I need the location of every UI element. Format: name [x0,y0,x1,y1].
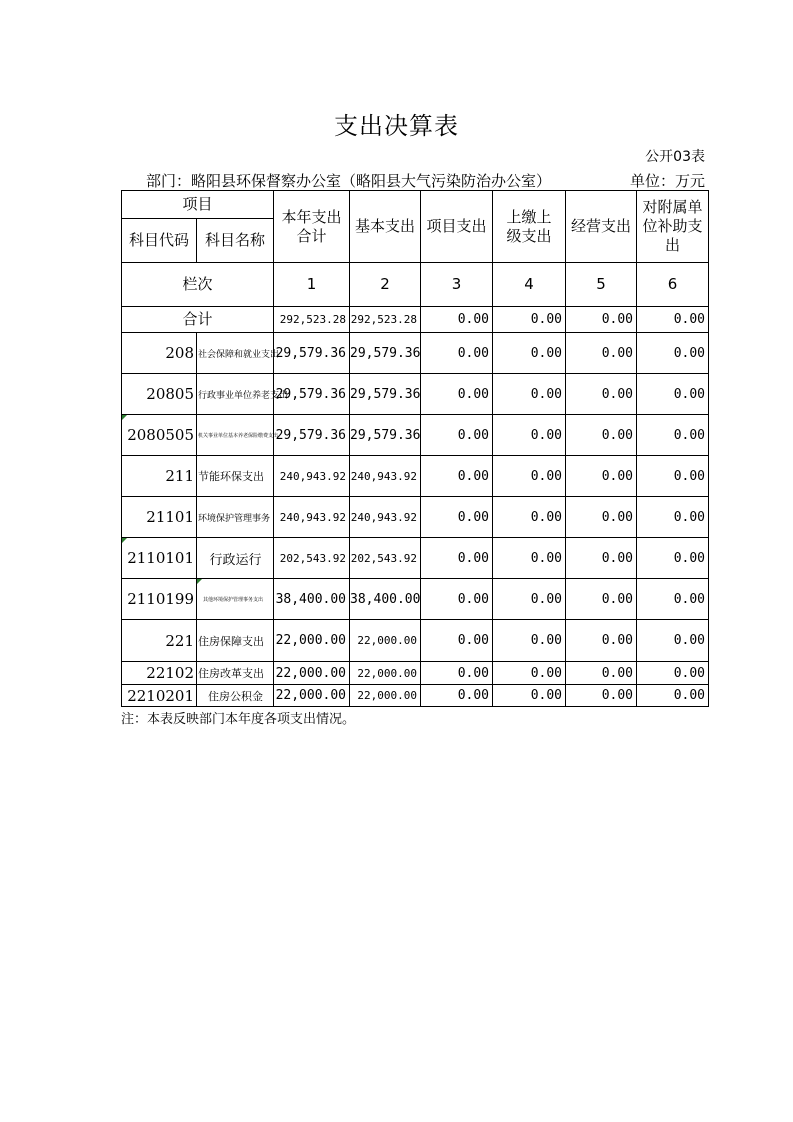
subject-code: 20805 [122,374,197,415]
column-number-row [122,263,709,307]
value-cell: 29,579.36 [350,374,421,415]
value-cell: 0.00 [637,620,709,662]
value-cell: 240,943.92 [274,497,350,538]
header-remit: 上缴上级支出 [493,191,566,263]
value-cell: 0.00 [421,456,493,497]
subject-code: 2210201 [122,685,197,707]
value-cell: 0.00 [566,620,637,662]
column-number-label: 栏次 [122,263,274,307]
value-cell: 0.00 [421,374,493,415]
value-cell: 0.00 [421,620,493,662]
value-cell: 38,400.00 [274,579,350,620]
value-cell: 0.00 [637,415,709,456]
value-cell: 29,579.36 [274,333,350,374]
subject-code: 21101 [122,497,197,538]
table-row [122,538,709,579]
value-cell: 0.00 [637,579,709,620]
value-cell: 0.00 [421,333,493,374]
header-name: 科目名称 [197,219,274,263]
subject-code: 2110199 [122,579,197,620]
value-cell: 38,400.00 [350,579,421,620]
value-cell: 22,000.00 [274,685,350,707]
expenditure-table [121,190,709,707]
value-cell: 29,579.36 [350,415,421,456]
value-cell: 202,543.92 [350,538,421,579]
value-cell: 0.00 [421,685,493,707]
header-operation: 经营支出 [566,191,637,263]
subject-name: 节能环保支出 [197,456,274,497]
table-row [122,415,709,456]
table-row [122,456,709,497]
value-cell: 22,000.00 [274,662,350,685]
value-cell: 0.00 [637,497,709,538]
header-project: 项目支出 [421,191,493,263]
value-cell: 0.00 [421,538,493,579]
value-cell: 0.00 [493,456,566,497]
value-cell: 0.00 [421,662,493,685]
value-cell: 292,523.28 [274,307,350,333]
value-cell: 0.00 [493,415,566,456]
footnote: 注：本表反映部门本年度各项支出情况。 [121,712,356,727]
subject-name: 住房保障支出 [197,620,274,662]
table-row [122,685,709,707]
subject-code: 211 [122,456,197,497]
header-total: 本年支出合计 [274,191,350,263]
table-row [122,333,709,374]
column-number: 4 [493,263,566,307]
value-cell: 0.00 [566,662,637,685]
header-basic: 基本支出 [350,191,421,263]
subject-name: 其他环境保护管理事务支出 [197,579,274,620]
column-number: 5 [566,263,637,307]
value-cell: 0.00 [493,579,566,620]
value-cell: 22,000.00 [350,620,421,662]
subject-code: 22102 [122,662,197,685]
value-cell: 0.00 [637,538,709,579]
value-cell: 29,579.36 [274,374,350,415]
value-cell: 0.00 [566,538,637,579]
column-number: 2 [350,263,421,307]
value-cell: 0.00 [421,579,493,620]
value-cell: 0.00 [637,685,709,707]
value-cell: 0.00 [637,307,709,333]
total-label: 合计 [122,307,274,333]
subject-name: 机关事业单位基本养老保险缴费支出 [197,415,274,456]
column-number: 6 [637,263,709,307]
value-cell: 0.00 [493,307,566,333]
value-cell: 0.00 [566,307,637,333]
subject-name: 环境保护管理事务 [197,497,274,538]
total-row [122,307,709,333]
value-cell: 29,579.36 [350,333,421,374]
subject-name: 行政事业单位养老支出 [197,374,274,415]
value-cell: 0.00 [566,685,637,707]
value-cell: 0.00 [566,374,637,415]
value-cell: 0.00 [566,415,637,456]
form-number: 公开03表 [645,149,705,165]
column-number: 3 [421,263,493,307]
value-cell: 240,943.92 [274,456,350,497]
value-cell: 0.00 [566,456,637,497]
value-cell: 0.00 [421,497,493,538]
table-row [122,620,709,662]
value-cell: 22,000.00 [350,662,421,685]
subject-code: 208 [122,333,197,374]
value-cell: 0.00 [566,497,637,538]
subject-code: 2110101 [122,538,197,579]
table-row [122,374,709,415]
column-number: 1 [274,263,350,307]
value-cell: 0.00 [637,456,709,497]
subject-name: 住房改革支出 [197,662,274,685]
value-cell: 0.00 [566,333,637,374]
subject-name: 行政运行 [197,538,274,579]
table-row [122,662,709,685]
page-title: 支出决算表 [334,112,459,140]
subject-code: 2080505 [122,415,197,456]
header-code: 科目代码 [122,219,197,263]
value-cell: 240,943.92 [350,456,421,497]
subject-name: 住房公积金 [197,685,274,707]
value-cell: 0.00 [493,497,566,538]
header-subsidy: 对附属单位补助支出 [637,191,709,263]
value-cell: 0.00 [421,307,493,333]
value-cell: 22,000.00 [274,620,350,662]
value-cell: 0.00 [566,579,637,620]
value-cell: 0.00 [493,620,566,662]
value-cell: 240,943.92 [350,497,421,538]
header-item: 项目 [122,191,274,219]
value-cell: 202,543.92 [274,538,350,579]
unit-label: 单位：万元 [629,172,705,190]
value-cell: 29,579.36 [274,415,350,456]
value-cell: 0.00 [637,333,709,374]
value-cell: 0.00 [493,538,566,579]
value-cell: 22,000.00 [350,685,421,707]
value-cell: 0.00 [493,333,566,374]
subject-code: 221 [122,620,197,662]
table-row [122,497,709,538]
value-cell: 0.00 [421,415,493,456]
value-cell: 292,523.28 [350,307,421,333]
value-cell: 0.00 [493,685,566,707]
table-row [122,579,709,620]
value-cell: 0.00 [493,662,566,685]
department-label: 部门：略阳县环保督察办公室（略阳县大气污染防治办公室） [146,172,552,190]
value-cell: 0.00 [493,374,566,415]
value-cell: 0.00 [637,662,709,685]
subject-name: 社会保障和就业支出 [197,333,274,374]
value-cell: 0.00 [637,374,709,415]
